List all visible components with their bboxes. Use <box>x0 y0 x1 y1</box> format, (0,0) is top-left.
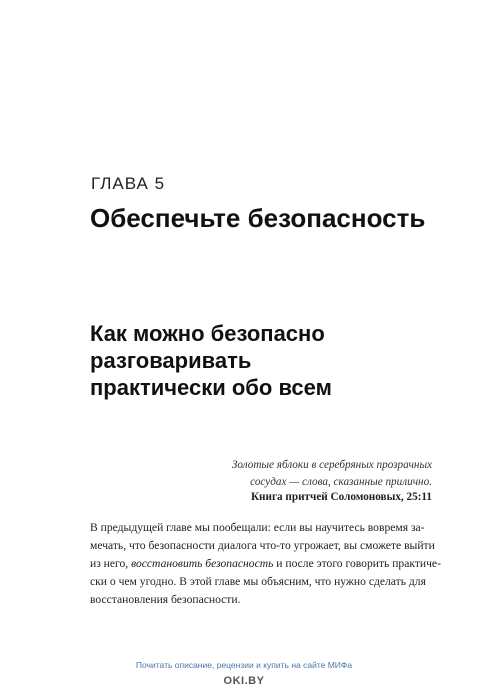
section-title-line: Как можно безопасно <box>90 321 325 346</box>
section-title-line: разговаривать <box>90 348 252 373</box>
site-logo: OKI.BY <box>223 675 265 687</box>
epigraph-quote <box>232 457 432 491</box>
chapter-title: Обеспечьте безопасность <box>90 203 426 233</box>
body-line: ски о чем угодно. В этой главе мы объясним, что нужно сделать для <box>90 575 426 588</box>
section-title-line: практически обо всем <box>90 375 332 400</box>
epigraph-source: Книга притчей Соломоновых, 25:11 <box>250 491 432 503</box>
body-text-fragment: и после этого говорить практиче- <box>273 557 441 570</box>
epigraph-line: Золотые яблоки в серебряных прозрачных <box>231 459 432 471</box>
publisher-link[interactable]: Почитать описание, рецензии и купить на сайте МИФа <box>135 660 353 670</box>
epigraph-line: сосудах — слова, сказанные прилично. <box>250 476 432 488</box>
body-emphasis: восстановить безопасность <box>131 557 274 570</box>
body-text-fragment: из него, <box>90 557 132 570</box>
body-line: мечать, что безопасности диалога что-то угрожает, вы сможете выйти <box>90 539 435 552</box>
body-line: В предыдущей главе мы пообещали: если вы научитесь вовремя за- <box>90 521 425 534</box>
body-line: восстановления безопасности. <box>90 593 241 606</box>
section-title <box>90 320 332 401</box>
chapter-label: ГЛАВА 5 <box>91 174 166 193</box>
body-line <box>90 555 441 573</box>
body-paragraph <box>90 519 441 609</box>
